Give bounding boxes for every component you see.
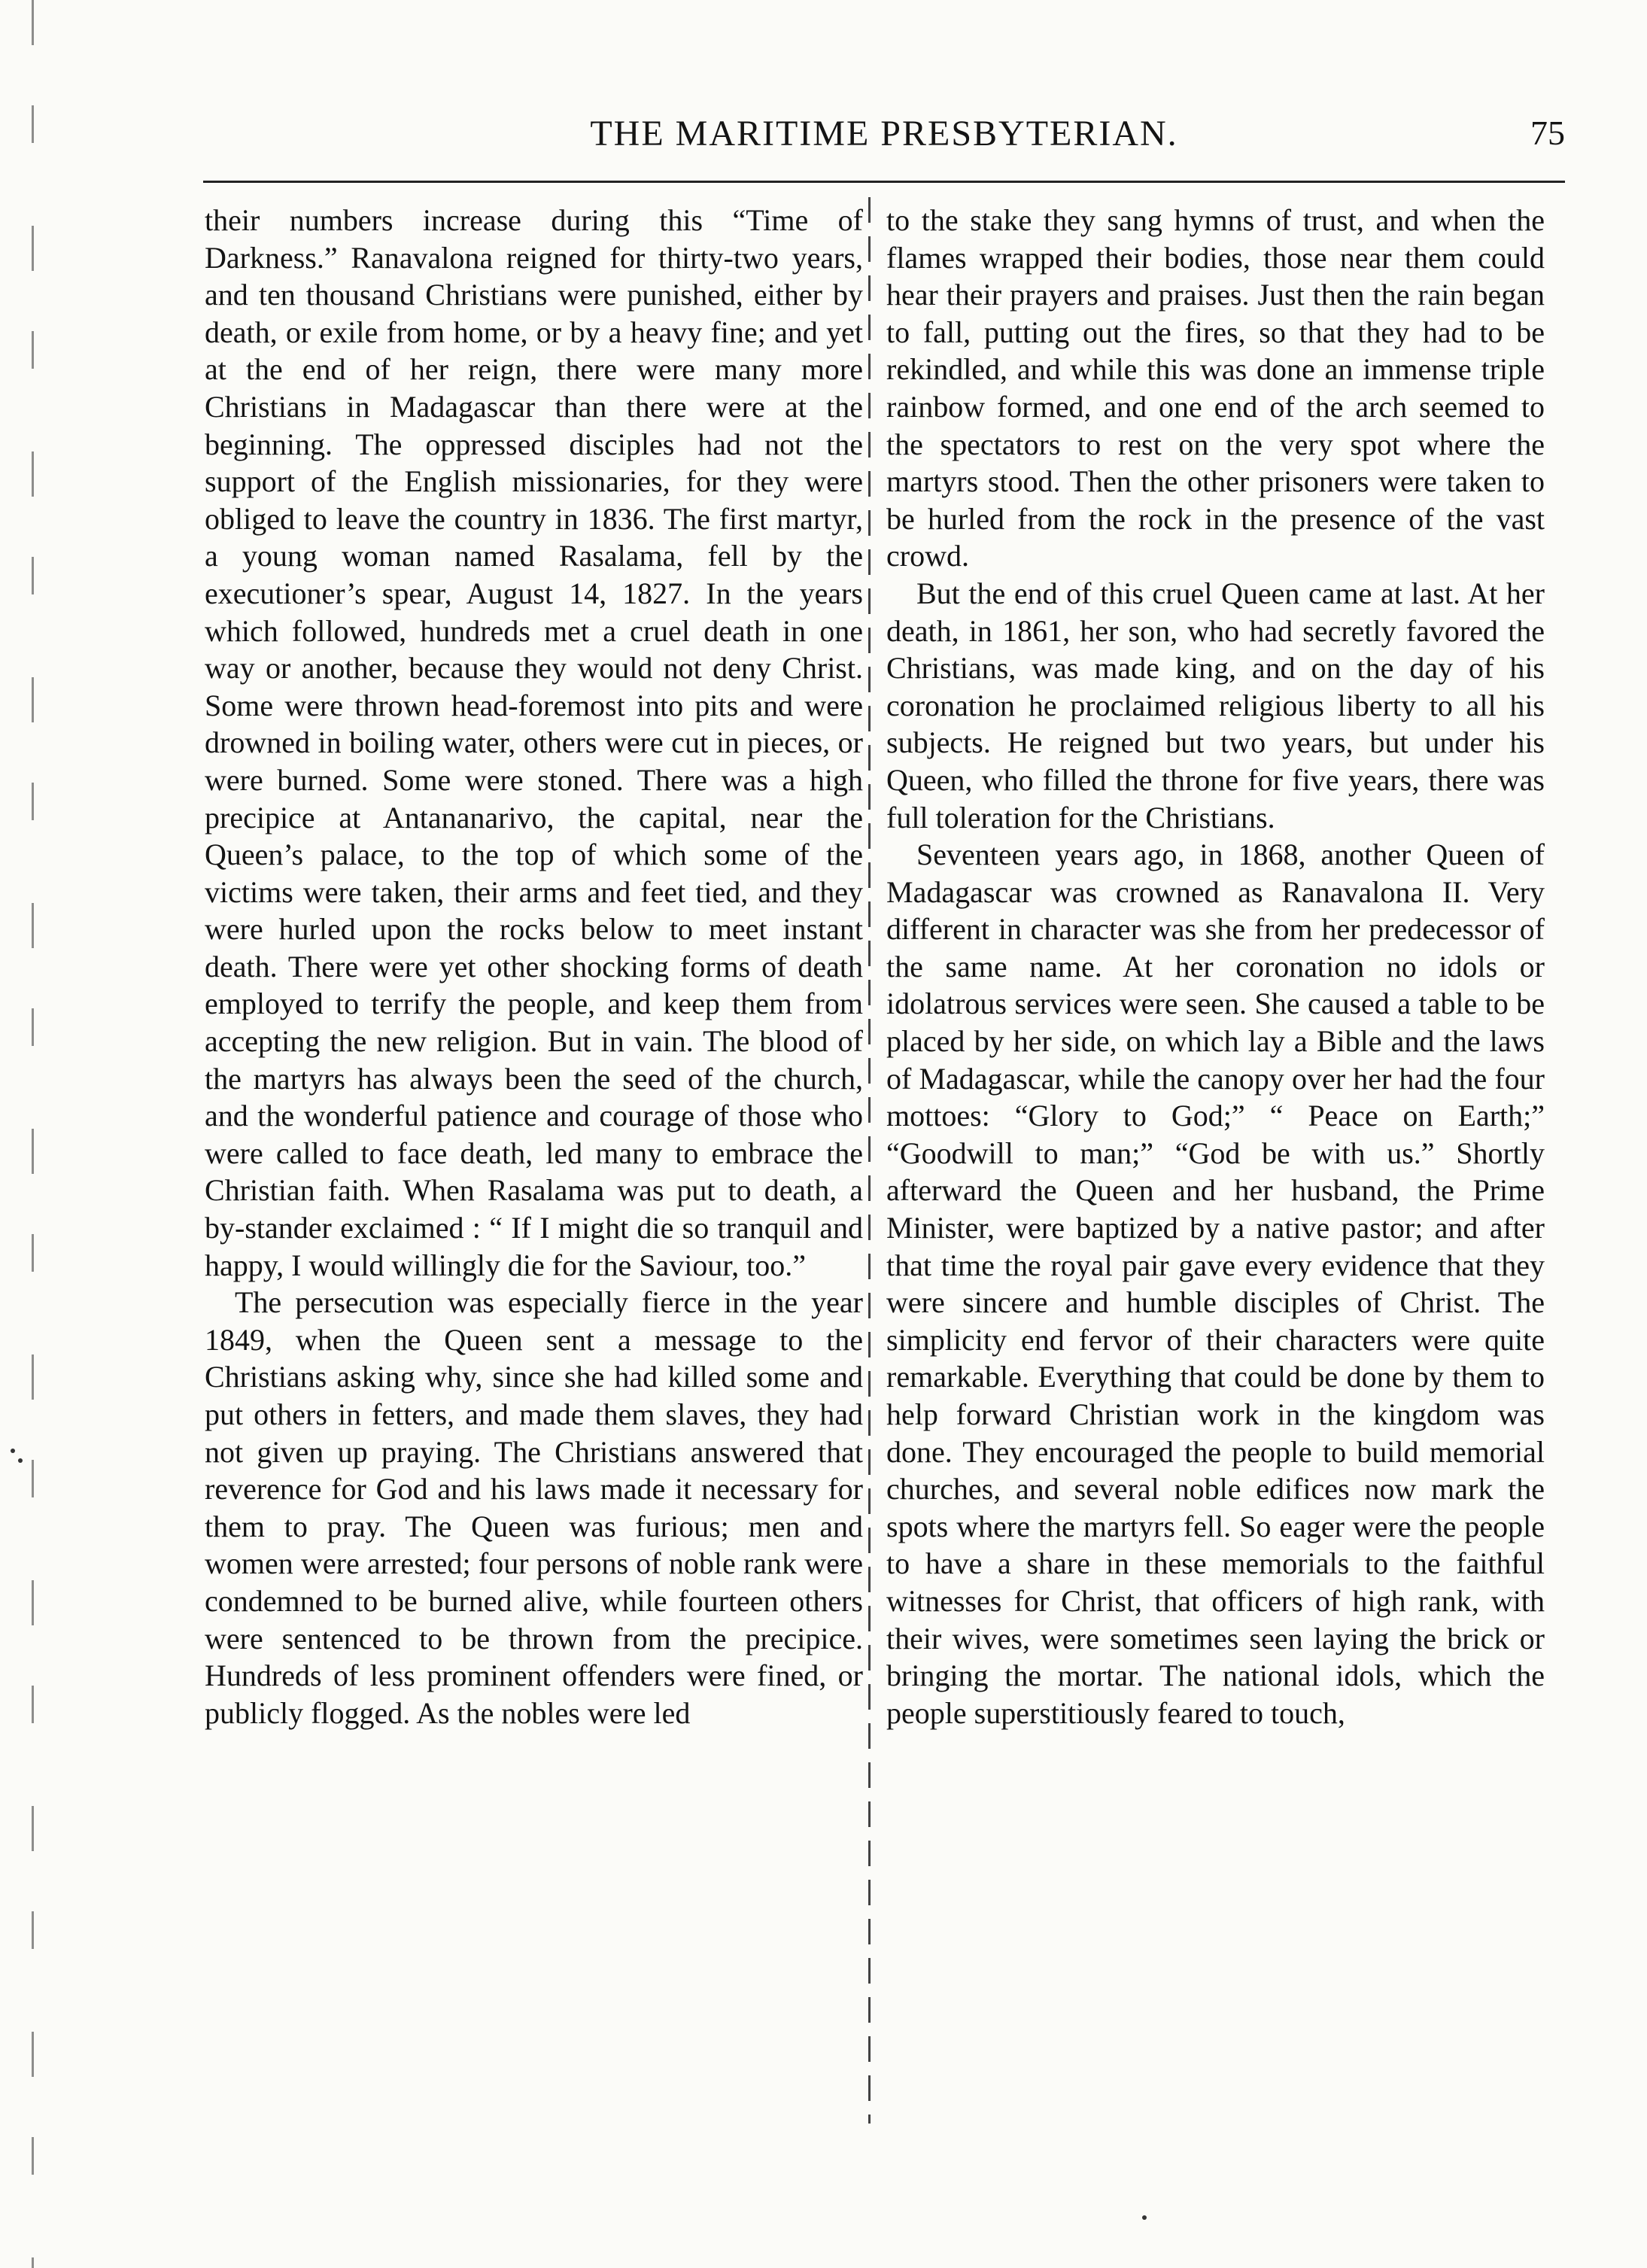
paragraph: to the stake they sang hymns of trust, and when the flames wrapped their bodies, those near them could hear their prayers and praises. Just then the rain began to fall, putting out the fires, so that they had to be rekindled, and while this was done an immense triple rainbow formed, and one end of the arch seemed to the spectators to rest on the very spot where the martyrs stood. Then the other prisoners were taken to be hurled from the rock in the presence of the vast crowd. xyxy=(886,203,1545,573)
paragraph: their numbers increase during this “Time of Darkness.” Ranavalona reigned for thirty-two years, and ten thousand Christians were punished, either by death, or exile from home, or by a heavy fine; and yet at the end of her reign, there were many more Christians in Madagascar than there were at the beginning. The oppressed disciples had not the support of the English missionaries, for they were obliged to leave the country in 1836. The first martyr, a young woman named Rasalama, fell by the executioner’s spear, August 14, 1827. In the years which followed, hundreds met a cruel death in one way or another, because they would not deny Christ. Some were thrown head-foremost into pits and were drowned in boiling water, others were cut in pieces, or were burned. Some were stoned. There was a high precipice at Antananarivo, the capital, near the Queen’s palace, to the top of which some of the victims were taken, their arms and feet tied, and they were hurled upon the rocks below to meet instant death. There were yet other shocking forms of death employed to terrify the people, and keep them from accepting the new religion. But in vain. The blood of the martyrs has always been the seed of the church, and the wonderful patience and courage of those who were called to face death, led many to embrace the Christian faith. When Rasalama was put to death, a by-stander exclaimed : “ If I might die so tranquil and happy, I would willingly die for the Saviour, too.” xyxy=(205,203,863,1282)
paragraph: Seventeen years ago, in 1868, another Queen of Madagascar was crowned as Ranavalona II. Very different in character was she from her predecessor of the same name. At her coronation no idols or idolatrous services were seen. She caused a table to be placed by her side, on which lay a Bible and the laws of Madagascar, while the canopy over her had the four mottoes: “Glory to God;” “ Peace on Earth;” “Goodwill to man;” “God be with us.” Shortly afterward the Queen and her husband, the Prime Minister, were baptized by a native pastor; and after that time the royal pair gave every evidence that they were sincere and humble disciples of Christ. The simplicity end fervor of their characters were quite remarkable. Everything that could be done by them to help forward Christian work in the kingdom was done. They encouraged the people to build memorial churches, and several noble edifices now mark the spots where the martyrs fell. So eager were the people to have a share in these memorials to the faithful witnesses for Christ, that officers of high rank, with their wives, were sometimes seen laying the brick or bringing the mortar. The national idols, which the people superstitiously feared to touch, xyxy=(886,838,1545,1730)
column-divider xyxy=(868,197,871,2124)
right-column xyxy=(886,202,1545,1731)
ink-speck xyxy=(11,1449,15,1453)
page-header xyxy=(203,113,1565,166)
journal-title: THE MARITIME PRESBYTERIAN. xyxy=(590,114,1178,154)
left-column xyxy=(205,202,863,1731)
ink-speck xyxy=(1142,2215,1147,2220)
paragraph: But the end of this cruel Queen came at last. At her death, in 1861, her son, who had secretly favored the Christians, was made king, and on the day of his coronation he proclaimed religious liberty to all his subjects. He reigned but two years, but under his Queen, who filled the throne for five years, there was full toleration for the Christians. xyxy=(886,576,1545,835)
page-number: 75 xyxy=(1530,114,1565,152)
header-rule xyxy=(203,181,1565,183)
ink-speck xyxy=(18,1458,23,1463)
page-edge-rule xyxy=(32,0,34,2268)
paragraph: The persecution was especially fierce in the year 1849, when the Queen sent a message to the Christians asking why, since she had killed some and put others in fetters, and made them slaves, they had not given up praying. The Christians answered that reverence for God and his laws made it necessary for them to pray. The Queen was furious; men and women were arrested; four persons of noble rank were condemned to be burned alive, while fourteen others were sentenced to be thrown from the precipice. Hundreds of less prominent offenders were fined, or publicly flogged. As the nobles were led xyxy=(205,1285,863,1730)
